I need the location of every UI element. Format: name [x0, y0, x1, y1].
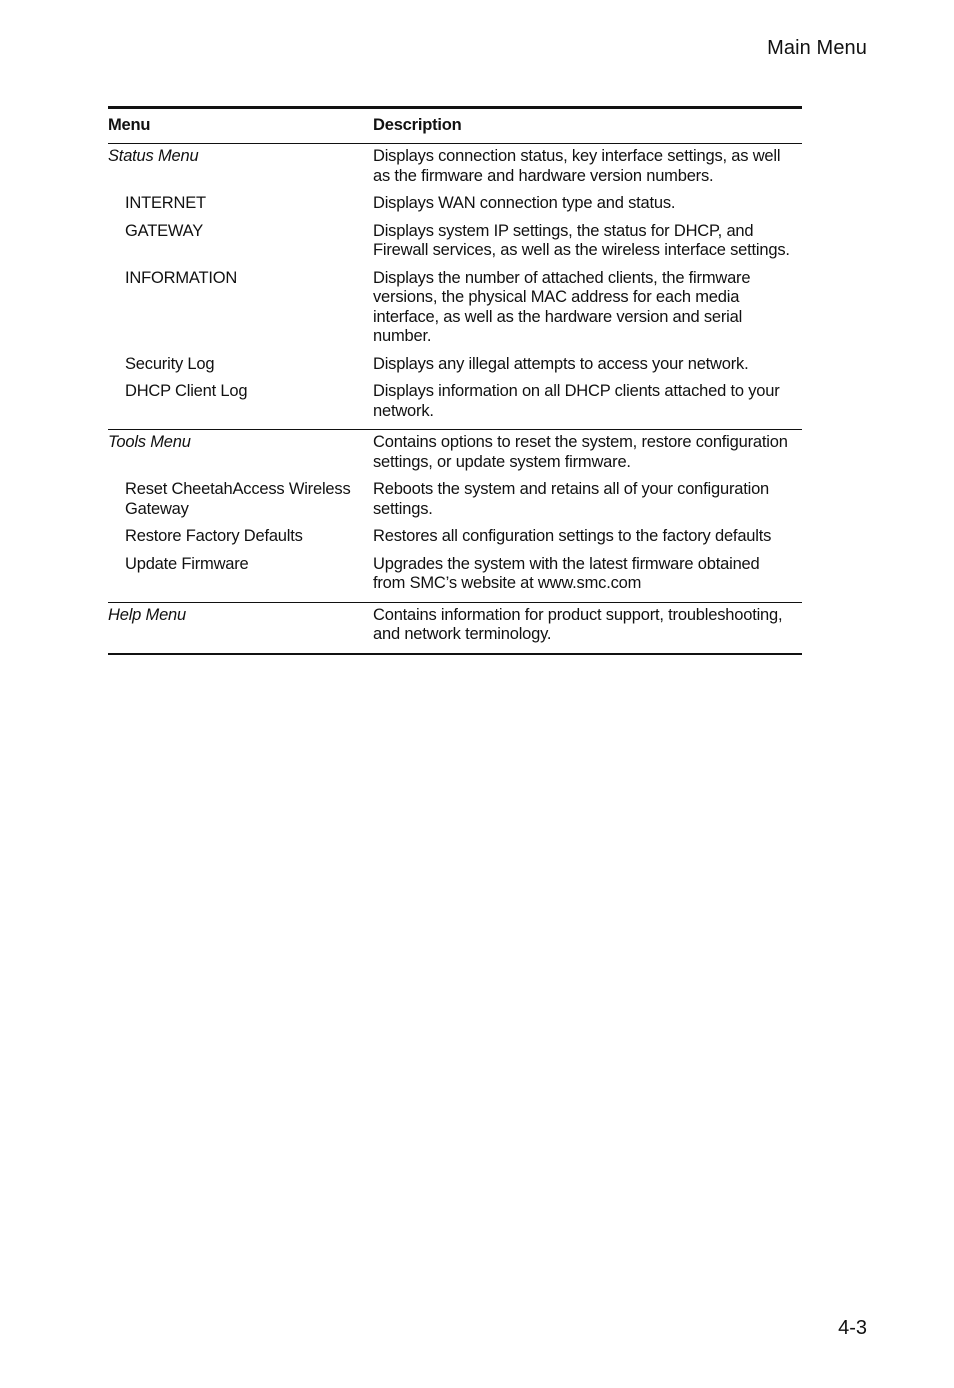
menu-table: [108, 106, 802, 655]
section-description: Contains options to reset the system, restore configuration settings, or update system firmware.: [373, 433, 788, 471]
table-row: [108, 519, 802, 547]
table-row: [108, 261, 802, 347]
menu-item-name: INFORMATION: [125, 268, 238, 287]
section-title: Status Menu: [108, 147, 199, 165]
menu-item-description: Displays information on all DHCP clients attached to your network.: [373, 382, 780, 420]
table-row: [108, 547, 802, 594]
table-row: [108, 186, 802, 214]
menu-item-name: DHCP Client Log: [125, 382, 248, 400]
menu-item-description: Displays WAN connection type and status.: [373, 194, 676, 212]
column-header-menu: Menu: [108, 116, 151, 135]
menu-item-description: Reboots the system and retains all of your configuration settings.: [373, 480, 770, 518]
section-title: Help Menu: [108, 605, 186, 624]
menu-item-description: Upgrades the system with the latest firmware obtained from SMC’s website at www.smc.com: [373, 554, 760, 592]
table-row: [108, 606, 802, 645]
section-help-menu: [108, 603, 802, 653]
menu-item-name: Update Firmware: [125, 554, 249, 573]
section-description: Contains information for product support, troubleshooting, and network terminology.: [373, 605, 783, 643]
table-row: [108, 347, 802, 375]
column-header-description: Description: [373, 116, 462, 135]
table-row: [108, 374, 802, 421]
section-description: Displays connection status, key interface settings, as well as the firmware and hardware version numbers.: [373, 147, 781, 185]
table-row: [108, 433, 802, 472]
page-number: 4-3: [838, 1317, 867, 1339]
table-row: [108, 472, 802, 519]
menu-item-name: INTERNET: [125, 194, 206, 212]
menu-item-name: GATEWAY: [125, 221, 204, 240]
menu-item-name: Security Log: [125, 354, 215, 373]
menu-item-name: Reset CheetahAccess Wireless Gateway: [125, 480, 351, 518]
table-header-row: [108, 109, 802, 144]
running-header: Main Menu: [767, 37, 867, 59]
menu-item-name: Restore Factory Defaults: [125, 527, 303, 545]
section-status-menu: [108, 144, 802, 430]
menu-item-description: Displays the number of attached clients, the firmware versions, the physical MAC address for each media interface, as well as the hardware version and serial number.: [373, 268, 751, 345]
menu-item-description: Restores all configuration settings to the factory defaults: [373, 527, 772, 545]
menu-item-description: Displays system IP settings, the status for DHCP, and Firewall services, as well as the wireless interface settings.: [373, 221, 790, 259]
section-title: Tools Menu: [108, 433, 191, 451]
section-tools-menu: [108, 430, 802, 603]
table-row: [108, 147, 802, 186]
table-row: [108, 214, 802, 261]
menu-item-description: Displays any illegal attempts to access your network.: [373, 354, 749, 373]
